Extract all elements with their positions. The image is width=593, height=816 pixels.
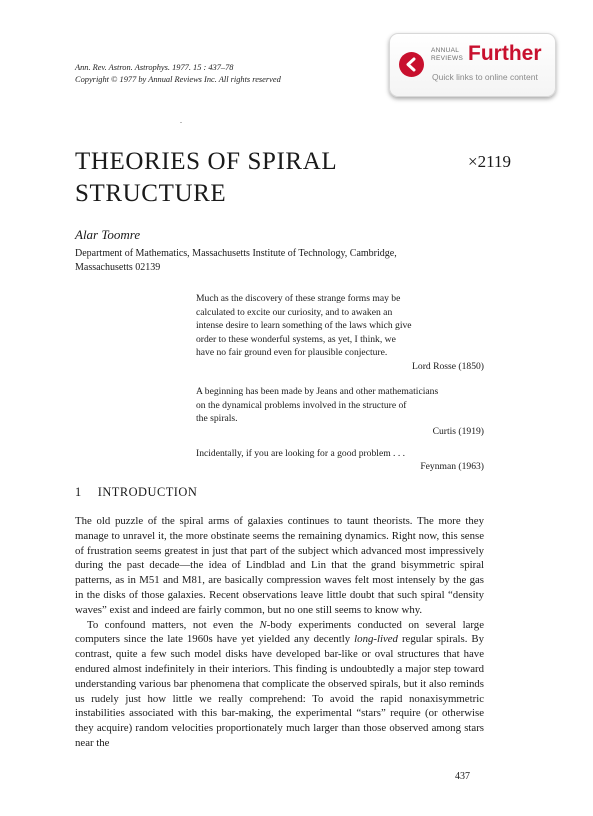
epigraph-attribution-rosse: Lord Rosse (1850)	[412, 361, 484, 372]
article-title	[75, 146, 337, 210]
epigraph-curtis	[196, 385, 484, 426]
epigraph-line: Much as the discovery of these strange forms may be	[196, 293, 401, 304]
section-heading	[75, 485, 197, 500]
paragraph-2-text: -body experiments conducted on several large computers since the late 1960s have yet yielded any decently	[75, 618, 484, 646]
paragraph-2	[75, 618, 484, 751]
epigraph-line: intense desire to learn something of the laws which give	[196, 320, 412, 332]
epigraph-line: Incidentally, if you are looking for a good problem . . .	[196, 448, 406, 459]
title-line-1: THEORIES OF SPIRAL	[75, 148, 338, 175]
author-name: Alar Toomre	[75, 227, 141, 242]
author-affiliation: Department of Mathematics, Massachusetts Institute of Technology, Cambridge, Massachusetts 02139	[75, 248, 397, 273]
paragraph-1: The old puzzle of the spiral arms of galaxies continues to taunt theorists. The more they manage to unravel it, the more obstinate seems the remaining dynamics. Right now, this sense of frustration seems greatest in just that part of the subject which advanced most impressively during the past decade—the idea of Lindblad and Lin that the grand bisymmetric spiral patterns, as in M51 and M81, are basically compression waves felt most intensely by the gas in the disks of those galaxies. Recent observations leave little doubt that such spiral “density waves” exist and indeed are fairly common, but no one still seems to know why.	[75, 515, 484, 616]
epigraph-rosse	[196, 292, 484, 360]
epigraph-attribution-feynman: Feynman (1963)	[420, 461, 484, 472]
epigraph-attribution-curtis: Curtis (1919)	[432, 426, 484, 437]
paragraph-2-italic-n: N	[259, 618, 267, 631]
article-code: ×2119	[468, 152, 511, 171]
further-banner[interactable]	[389, 33, 556, 97]
banner-further-label: Further	[468, 42, 542, 65]
banner-annual-reviews	[431, 47, 463, 62]
further-logo-icon	[399, 52, 424, 77]
paragraph-2-italic: long-lived	[354, 633, 398, 646]
epigraph-line: on the dynamical problems involved in the structure of	[196, 399, 407, 411]
banner-reviews-label: REVIEWS	[431, 54, 464, 62]
epigraph-line: A beginning has been made by Jeans and other mathematicians	[196, 386, 439, 397]
citation-line-1: Ann. Rev. Astron. Astrophys. 1977. 15 : 437–78	[75, 63, 234, 72]
epigraph-line: calculated to excite our curiosity, and to awaken an	[196, 306, 393, 318]
paragraph-2-text: regular spirals. By contrast, quite a few such model disks have developed bar-like or oval structures that have endured almost indefinitely in their interiors. This finding is undoubtedly a major step toward understanding various bar phenomena that complicate the observed spirals, but it also reminds us rudely just how little we really comprehend: To avoid the rapid nonaxisymmetric instabilities associated with this bar-making, the experimental “stars” require (or otherwise they acquire) random velocities proportionately much larger than those observed among stars near the	[75, 633, 484, 749]
epigraph-feynman	[196, 447, 484, 461]
section-title: INTRODUCTION	[97, 485, 198, 499]
epigraph-line: the spirals.	[196, 413, 238, 425]
paragraph-2-text: To confound matters, not even the	[87, 618, 260, 631]
banner-annual-label: ANNUAL	[431, 47, 460, 54]
epigraph-line: have no fair ground even for plausible conjecture.	[196, 347, 388, 359]
body-text	[75, 514, 484, 751]
banner-subtitle: Quick links to online content	[432, 72, 538, 82]
title-line-2: STRUCTURE	[75, 180, 227, 207]
scan-speck	[180, 122, 182, 123]
section-number: 1	[75, 485, 82, 499]
page-number: 437	[455, 771, 470, 782]
epigraph-line: order to these wonderful systems, as yet, I think, we	[196, 333, 396, 345]
journal-citation	[75, 62, 281, 85]
citation-line-2: Copyright © 1977 by Annual Reviews Inc. All rights reserved	[75, 74, 281, 84]
